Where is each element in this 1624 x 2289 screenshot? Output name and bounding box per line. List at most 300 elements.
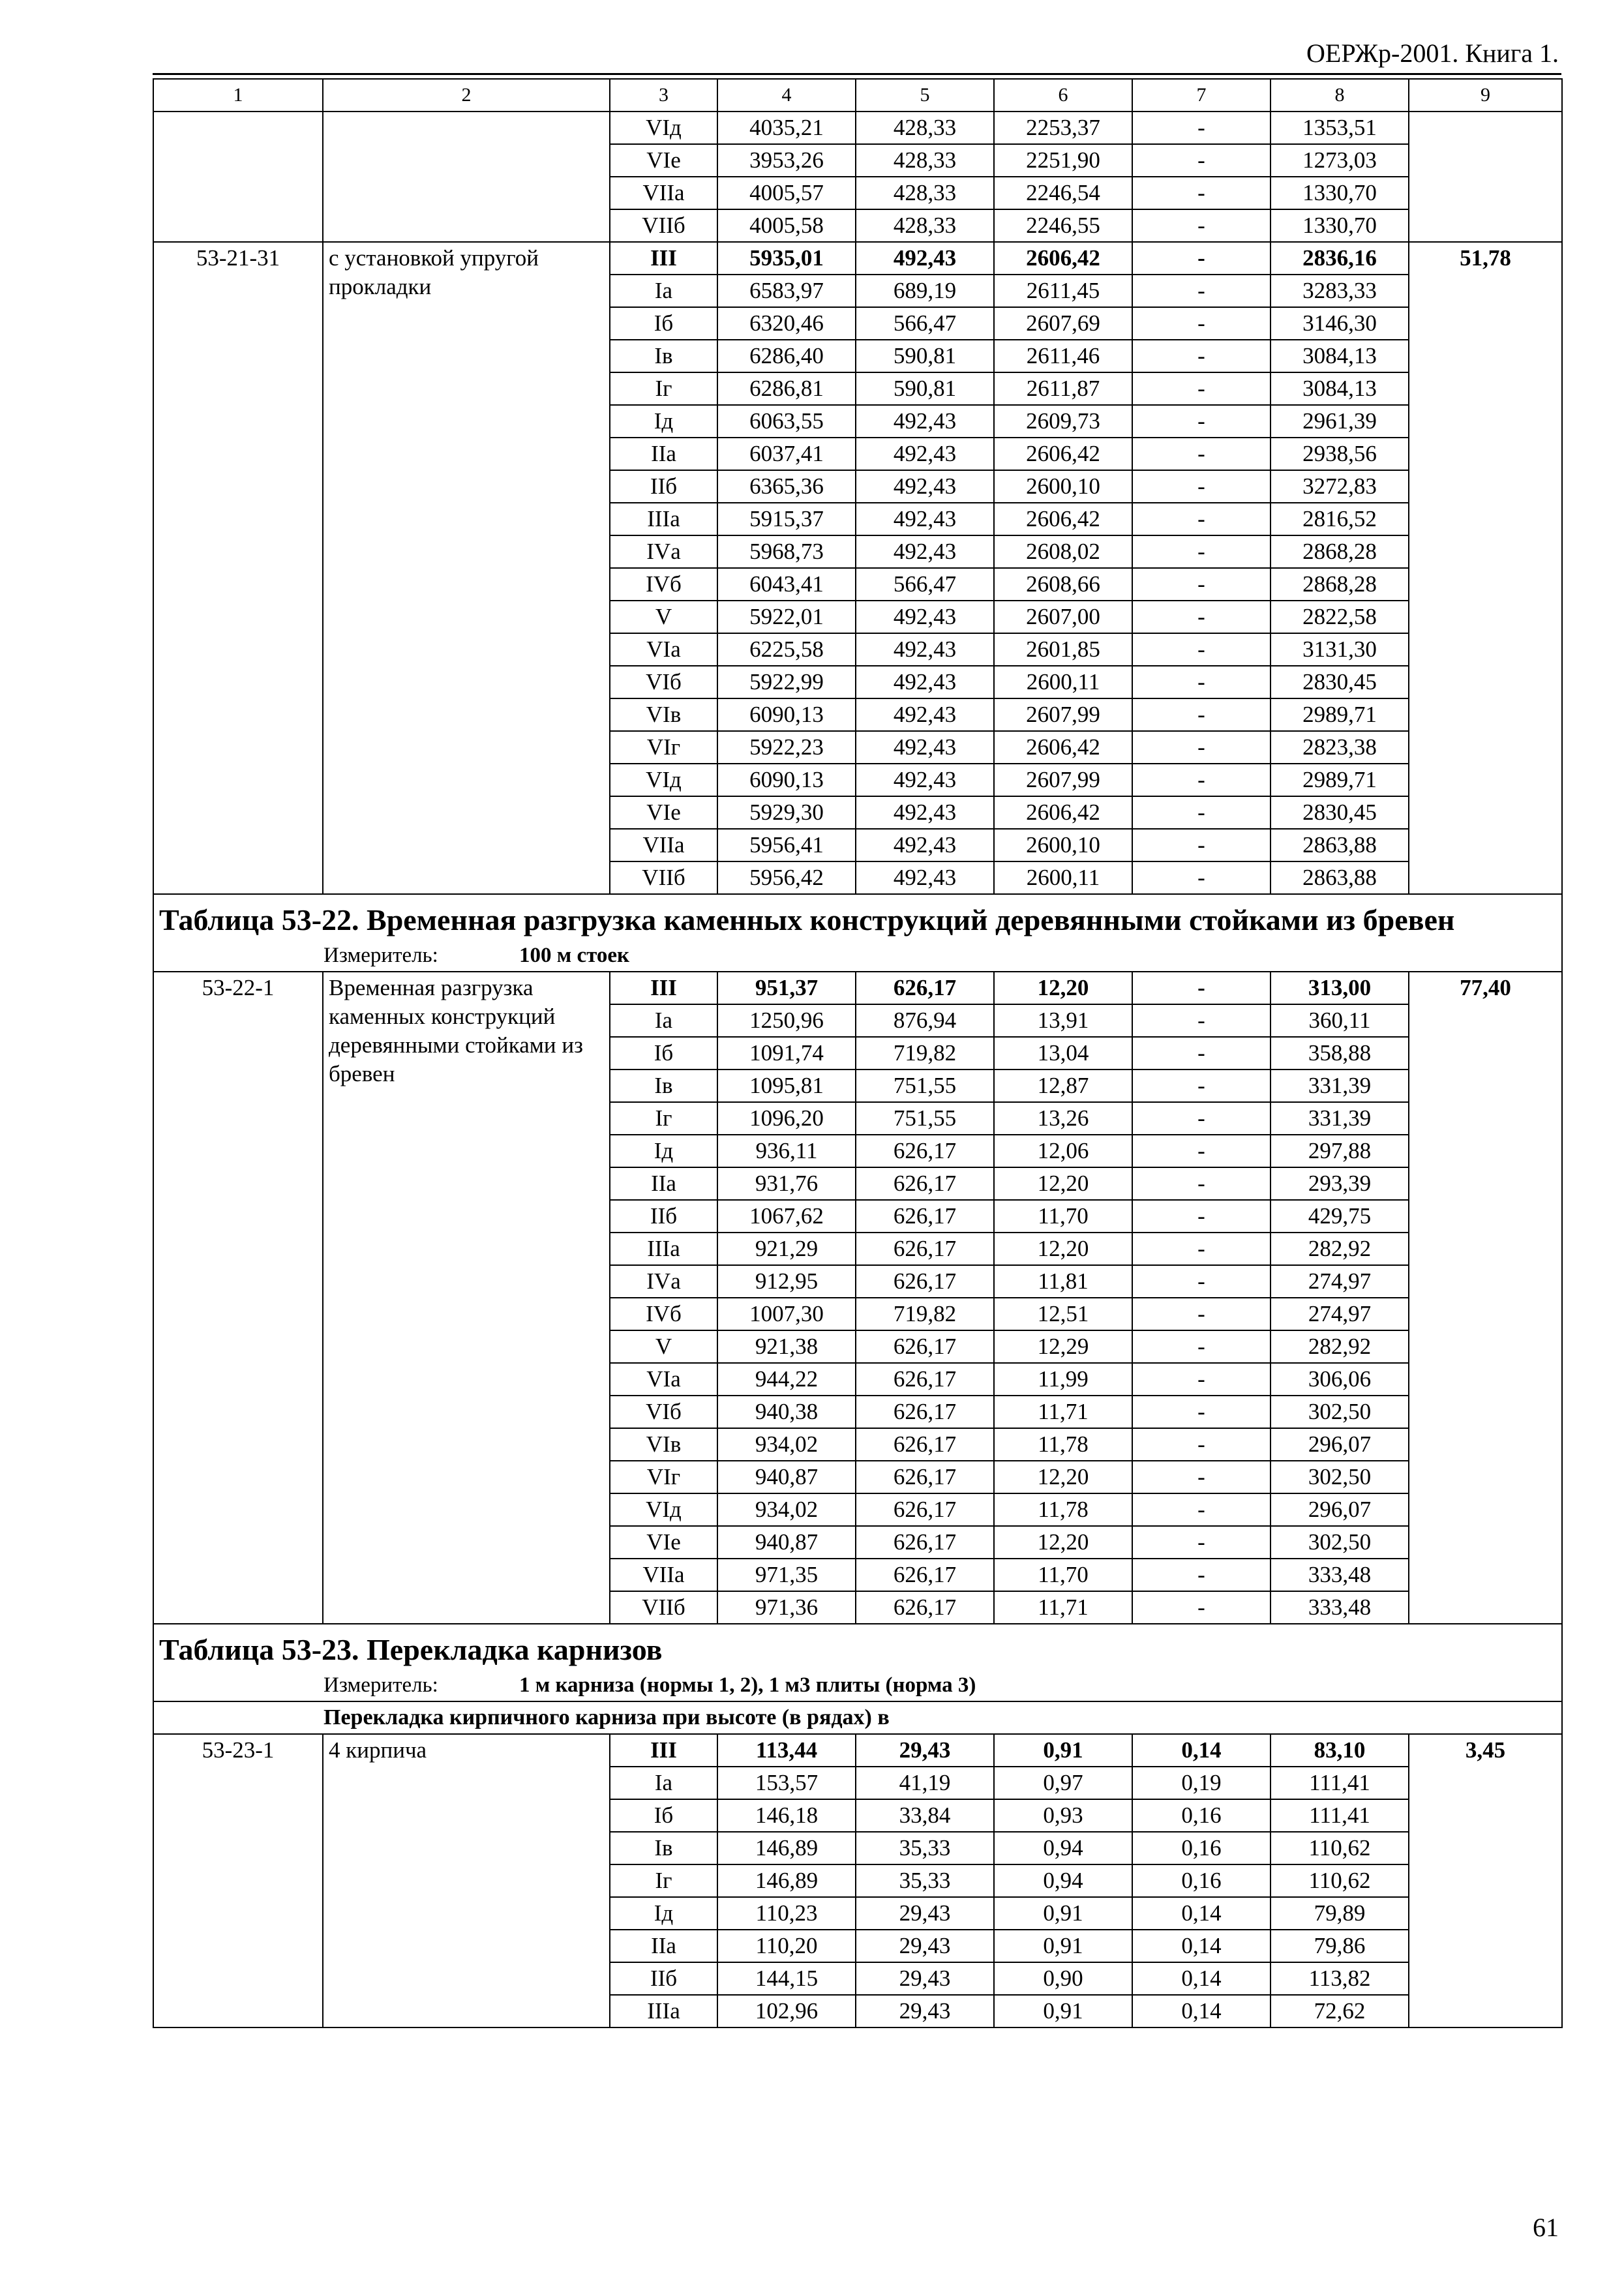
value-cell: 6365,36 [717,470,856,503]
value-cell: 0,14 [1132,1897,1271,1930]
rates-table [153,78,1563,2028]
subheading-text: Перекладка кирпичного карниза при высоте (в рядах) в [323,1705,890,1729]
value-cell: 492,43 [856,601,994,633]
value-cell: 971,35 [717,1559,856,1591]
price-zone-cell: Iа [610,275,717,307]
value-cell: 931,76 [717,1167,856,1200]
value-cell: 626,17 [856,1428,994,1461]
value-cell: - [1132,1070,1271,1102]
value-cell: 2836,16 [1271,242,1409,275]
price-zone-cell: VIв [610,1428,717,1461]
value-cell: 113,82 [1271,1962,1409,1995]
value-cell: 12,20 [994,1461,1132,1493]
value-cell: 0,90 [994,1962,1132,1995]
value-cell: 492,43 [856,829,994,861]
price-zone-cell: VIд [610,1493,717,1526]
measure-value: 1 м карниза (нормы 1, 2), 1 м3 плиты (норма 3) [519,1673,976,1697]
value-cell: - [1132,340,1271,372]
value-cell: - [1132,470,1271,503]
value-cell: 626,17 [856,1363,994,1396]
value-cell: 492,43 [856,666,994,698]
value-cell: - [1132,144,1271,177]
column-number: 2 [323,79,610,112]
value-cell: 2600,10 [994,829,1132,861]
value-cell: 29,43 [856,1897,994,1930]
value-cell: 934,02 [717,1428,856,1461]
price-zone-cell: Iа [610,1767,717,1799]
value-cell: 146,18 [717,1799,856,1832]
value-cell: 13,91 [994,1004,1132,1037]
value-cell: 492,43 [856,796,994,829]
value-cell: - [1132,972,1271,1004]
description-cell [323,112,610,242]
price-zone-cell: IVа [610,535,717,568]
value-cell: 876,94 [856,1004,994,1037]
price-zone-cell: IIб [610,470,717,503]
price-zone-cell: III [610,972,717,1004]
value-cell: 626,17 [856,972,994,1004]
value-cell: 146,89 [717,1832,856,1864]
value-cell: 492,43 [856,470,994,503]
value-cell: 2608,02 [994,535,1132,568]
value-cell: 11,70 [994,1559,1132,1591]
price-zone-cell: VIг [610,731,717,764]
value-cell: 2830,45 [1271,666,1409,698]
value-cell: - [1132,405,1271,438]
value-cell: - [1132,275,1271,307]
value-cell: 6286,40 [717,340,856,372]
value-cell: 4035,21 [717,112,856,144]
column-number: 6 [994,79,1132,112]
value-cell: 111,41 [1271,1767,1409,1799]
value-cell: 6320,46 [717,307,856,340]
price-zone-cell: Iд [610,1135,717,1167]
value-cell: 2600,11 [994,861,1132,894]
value-cell: 12,20 [994,1167,1132,1200]
value-cell: - [1132,1102,1271,1135]
price-zone-cell: V [610,1330,717,1363]
value-cell: 2607,00 [994,601,1132,633]
value-cell: 0,91 [994,1995,1132,2027]
value-cell: 282,92 [1271,1330,1409,1363]
value-cell: 35,33 [856,1864,994,1897]
value-cell: 2609,73 [994,405,1132,438]
value-cell: 282,92 [1271,1233,1409,1265]
value-cell: 971,36 [717,1591,856,1624]
value-cell: 29,43 [856,1962,994,1995]
value-cell: 2989,71 [1271,698,1409,731]
value-cell: 492,43 [856,698,994,731]
value-cell: 921,29 [717,1233,856,1265]
value-cell: 0,16 [1132,1799,1271,1832]
price-zone-cell: IVб [610,1298,717,1330]
value-cell: 626,17 [856,1265,994,1298]
value-cell: - [1132,601,1271,633]
column-number: 5 [856,79,994,112]
column-number: 1 [153,79,323,112]
price-zone-cell: VIб [610,1396,717,1428]
value-cell: - [1132,698,1271,731]
value-cell: 5968,73 [717,535,856,568]
value-cell: 5956,41 [717,829,856,861]
value-cell: 12,20 [994,972,1132,1004]
value-cell: 429,75 [1271,1200,1409,1233]
value-cell: 2961,39 [1271,405,1409,438]
column-9-cell: 3,45 [1409,1734,1562,2027]
column-number: 7 [1132,79,1271,112]
value-cell: 626,17 [856,1526,994,1559]
value-cell: 297,88 [1271,1135,1409,1167]
price-zone-cell: VIа [610,633,717,666]
value-cell: 0,14 [1132,1995,1271,2027]
price-zone-cell: VIIб [610,861,717,894]
value-cell: - [1132,438,1271,470]
table-title: Таблица 53-22. Временная разгрузка каменных конструкций деревянными стойками из бревен [153,894,1562,939]
code-cell: 53-22-1 [153,972,323,1624]
price-zone-cell: Iб [610,307,717,340]
value-cell: - [1132,372,1271,405]
value-cell: 626,17 [856,1200,994,1233]
value-cell: 492,43 [856,535,994,568]
description-cell: 4 кирпича [323,1734,610,2027]
value-cell: - [1132,568,1271,601]
price-zone-cell: VIв [610,698,717,731]
value-cell: 2989,71 [1271,764,1409,796]
value-cell: 2253,37 [994,112,1132,144]
value-cell: 3146,30 [1271,307,1409,340]
column-number: 4 [717,79,856,112]
price-zone-cell: VIа [610,1363,717,1396]
value-cell: 5922,99 [717,666,856,698]
value-cell: 331,39 [1271,1102,1409,1135]
table-row [153,112,1562,144]
value-cell: 29,43 [856,1995,994,2027]
value-cell: 0,91 [994,1734,1132,1767]
value-cell: 626,17 [856,1330,994,1363]
header-rule [153,73,1561,75]
price-zone-cell: VIе [610,796,717,829]
value-cell: 2938,56 [1271,438,1409,470]
value-cell: 2607,99 [994,698,1132,731]
value-cell: - [1132,307,1271,340]
value-cell: 492,43 [856,242,994,275]
value-cell: - [1132,861,1271,894]
measure-label: Измеритель: [323,1673,438,1697]
value-cell: 302,50 [1271,1526,1409,1559]
value-cell: 12,87 [994,1070,1132,1102]
value-cell: 3131,30 [1271,633,1409,666]
value-cell: 940,87 [717,1461,856,1493]
value-cell: 428,33 [856,209,994,242]
value-cell: 6583,97 [717,275,856,307]
value-cell: 12,20 [994,1526,1132,1559]
value-cell: 0,14 [1132,1734,1271,1767]
value-cell: 293,39 [1271,1167,1409,1200]
value-cell: - [1132,1559,1271,1591]
value-cell: 11,71 [994,1396,1132,1428]
value-cell: 331,39 [1271,1070,1409,1102]
value-cell: - [1132,1330,1271,1363]
measure-cell [153,939,1562,972]
value-cell: 6043,41 [717,568,856,601]
value-cell: 0,16 [1132,1864,1271,1897]
price-zone-cell: Iг [610,372,717,405]
value-cell: 153,57 [717,1767,856,1799]
value-cell: 29,43 [856,1734,994,1767]
value-cell: 72,62 [1271,1995,1409,2027]
value-cell: 3283,33 [1271,275,1409,307]
value-cell: 5922,23 [717,731,856,764]
value-cell: 110,62 [1271,1832,1409,1864]
price-zone-cell: Iг [610,1102,717,1135]
value-cell: - [1132,829,1271,861]
value-cell: 2868,28 [1271,535,1409,568]
value-cell: 0,14 [1132,1930,1271,1962]
price-zone-cell: IIа [610,438,717,470]
value-cell: 492,43 [856,633,994,666]
value-cell: 2600,10 [994,470,1132,503]
table-row [153,1734,1562,1767]
value-cell: 2868,28 [1271,568,1409,601]
value-cell: 302,50 [1271,1461,1409,1493]
value-cell: 0,91 [994,1930,1132,1962]
value-cell: 6286,81 [717,372,856,405]
value-cell: - [1132,1200,1271,1233]
value-cell: 1067,62 [717,1200,856,1233]
column-number-row [153,79,1562,112]
value-cell: 626,17 [856,1396,994,1428]
value-cell: - [1132,1461,1271,1493]
value-cell: 2823,38 [1271,731,1409,764]
value-cell: 102,96 [717,1995,856,2027]
price-zone-cell: VIIа [610,829,717,861]
value-cell: 626,17 [856,1559,994,1591]
value-cell: - [1132,764,1271,796]
value-cell: 626,17 [856,1135,994,1167]
value-cell: 2608,66 [994,568,1132,601]
description-cell: с установкой упругой прокладки [323,242,610,894]
value-cell: 0,93 [994,1799,1132,1832]
value-cell: 0,97 [994,1767,1132,1799]
value-cell: 6090,13 [717,764,856,796]
value-cell: - [1132,1233,1271,1265]
code-cell: 53-21-31 [153,242,323,894]
value-cell: - [1132,242,1271,275]
value-cell: - [1132,1004,1271,1037]
value-cell: 1007,30 [717,1298,856,1330]
value-cell: 5922,01 [717,601,856,633]
value-cell: - [1132,731,1271,764]
value-cell: - [1132,177,1271,209]
measure-label: Измеритель: [323,944,438,967]
value-cell: 12,29 [994,1330,1132,1363]
value-cell: 144,15 [717,1962,856,1995]
value-cell: 11,70 [994,1200,1132,1233]
running-header: ОЕРЖр-2001. Книга 1. [1306,38,1559,68]
value-cell: 3084,13 [1271,372,1409,405]
value-cell: 1095,81 [717,1070,856,1102]
value-cell: - [1132,209,1271,242]
rates-table-body [153,79,1562,2027]
table-row [153,242,1562,275]
value-cell: 626,17 [856,1493,994,1526]
value-cell: 3953,26 [717,144,856,177]
column-9-cell: 51,78 [1409,242,1562,894]
price-zone-cell: VIг [610,1461,717,1493]
price-zone-cell: Iг [610,1864,717,1897]
value-cell: 274,97 [1271,1265,1409,1298]
value-cell: 274,97 [1271,1298,1409,1330]
value-cell: 11,78 [994,1493,1132,1526]
value-cell: 492,43 [856,405,994,438]
table-row [153,972,1562,1004]
price-zone-cell: VIе [610,1526,717,1559]
value-cell: 492,43 [856,764,994,796]
value-cell: 302,50 [1271,1396,1409,1428]
price-zone-cell: IVб [610,568,717,601]
column-9-cell [1409,112,1562,242]
price-zone-cell: Iд [610,1897,717,1930]
value-cell: 492,43 [856,861,994,894]
value-cell: 83,10 [1271,1734,1409,1767]
price-zone-cell: Iв [610,340,717,372]
value-cell: 0,16 [1132,1832,1271,1864]
value-cell: 2830,45 [1271,796,1409,829]
value-cell: - [1132,1265,1271,1298]
value-cell: 6037,41 [717,438,856,470]
value-cell: 934,02 [717,1493,856,1526]
price-zone-cell: IIб [610,1200,717,1233]
value-cell: 113,44 [717,1734,856,1767]
value-cell: 0,94 [994,1864,1132,1897]
value-cell: 4005,58 [717,209,856,242]
value-cell: 12,20 [994,1233,1132,1265]
value-cell: - [1132,1298,1271,1330]
value-cell: 6225,58 [717,633,856,666]
value-cell: 951,37 [717,972,856,1004]
value-cell: 1330,70 [1271,177,1409,209]
value-cell: 79,89 [1271,1897,1409,1930]
column-number: 3 [610,79,717,112]
value-cell: 12,06 [994,1135,1132,1167]
value-cell: 1096,20 [717,1102,856,1135]
value-cell: 590,81 [856,372,994,405]
column-number: 9 [1409,79,1562,112]
subheading-cell [153,1701,1562,1734]
value-cell: 2863,88 [1271,829,1409,861]
value-cell: 5956,42 [717,861,856,894]
value-cell: 12,51 [994,1298,1132,1330]
value-cell: 921,38 [717,1330,856,1363]
value-cell: 1353,51 [1271,112,1409,144]
subheading-row [153,1701,1562,1734]
value-cell: 590,81 [856,340,994,372]
value-cell: 111,41 [1271,1799,1409,1832]
value-cell: 358,88 [1271,1037,1409,1070]
value-cell: - [1132,1493,1271,1526]
measure-value: 100 м стоек [519,944,630,967]
value-cell: 1273,03 [1271,144,1409,177]
price-zone-cell: IIIа [610,503,717,535]
value-cell: 2816,52 [1271,503,1409,535]
value-cell: 3272,83 [1271,470,1409,503]
price-zone-cell: IIб [610,1962,717,1995]
value-cell: 689,19 [856,275,994,307]
value-cell: - [1132,1167,1271,1200]
price-zone-cell: IIIа [610,1995,717,2027]
value-cell: 0,14 [1132,1962,1271,1995]
value-cell: 2611,46 [994,340,1132,372]
value-cell: 751,55 [856,1102,994,1135]
value-cell: 626,17 [856,1167,994,1200]
price-zone-cell: VIIб [610,1591,717,1624]
value-cell: 719,82 [856,1037,994,1070]
value-cell: - [1132,1591,1271,1624]
value-cell: - [1132,1037,1271,1070]
price-zone-cell: Iв [610,1070,717,1102]
price-zone-cell: V [610,601,717,633]
value-cell: 0,19 [1132,1767,1271,1799]
value-cell: - [1132,1363,1271,1396]
price-zone-cell: IIа [610,1930,717,1962]
value-cell: 626,17 [856,1233,994,1265]
value-cell: 5915,37 [717,503,856,535]
value-cell: - [1132,1526,1271,1559]
price-zone-cell: III [610,1734,717,1767]
value-cell: - [1132,796,1271,829]
value-cell: 11,81 [994,1265,1132,1298]
table-title: Таблица 53-23. Перекладка карнизов [153,1624,1562,1669]
value-cell: 940,38 [717,1396,856,1428]
value-cell: 2601,85 [994,633,1132,666]
price-zone-cell: IVа [610,1265,717,1298]
value-cell: 2607,99 [994,764,1132,796]
value-cell: 2246,55 [994,209,1132,242]
value-cell: 296,07 [1271,1428,1409,1461]
value-cell: 428,33 [856,144,994,177]
value-cell: 2611,87 [994,372,1132,405]
price-zone-cell: VIIа [610,177,717,209]
value-cell: - [1132,112,1271,144]
price-zone-cell: VIд [610,764,717,796]
value-cell: 110,23 [717,1897,856,1930]
page-number: 61 [1533,2213,1559,2242]
measure-row [153,1669,1562,1701]
value-cell: 492,43 [856,503,994,535]
price-zone-cell: VIб [610,666,717,698]
value-cell: 719,82 [856,1298,994,1330]
value-cell: 2607,69 [994,307,1132,340]
value-cell: 41,19 [856,1767,994,1799]
value-cell: - [1132,633,1271,666]
value-cell: - [1132,535,1271,568]
price-zone-cell: III [610,242,717,275]
value-cell: 11,78 [994,1428,1132,1461]
price-zone-cell: VIIа [610,1559,717,1591]
value-cell: 2606,42 [994,731,1132,764]
column-9-cell: 77,40 [1409,972,1562,1624]
value-cell: 11,99 [994,1363,1132,1396]
value-cell: 944,22 [717,1363,856,1396]
price-zone-cell: Iв [610,1832,717,1864]
price-zone-cell: IIа [610,1167,717,1200]
value-cell: 110,62 [1271,1864,1409,1897]
table-heading-row [153,1624,1562,1669]
value-cell: 940,87 [717,1526,856,1559]
value-cell: 2600,11 [994,666,1132,698]
value-cell: 4005,57 [717,177,856,209]
value-cell: - [1132,1428,1271,1461]
